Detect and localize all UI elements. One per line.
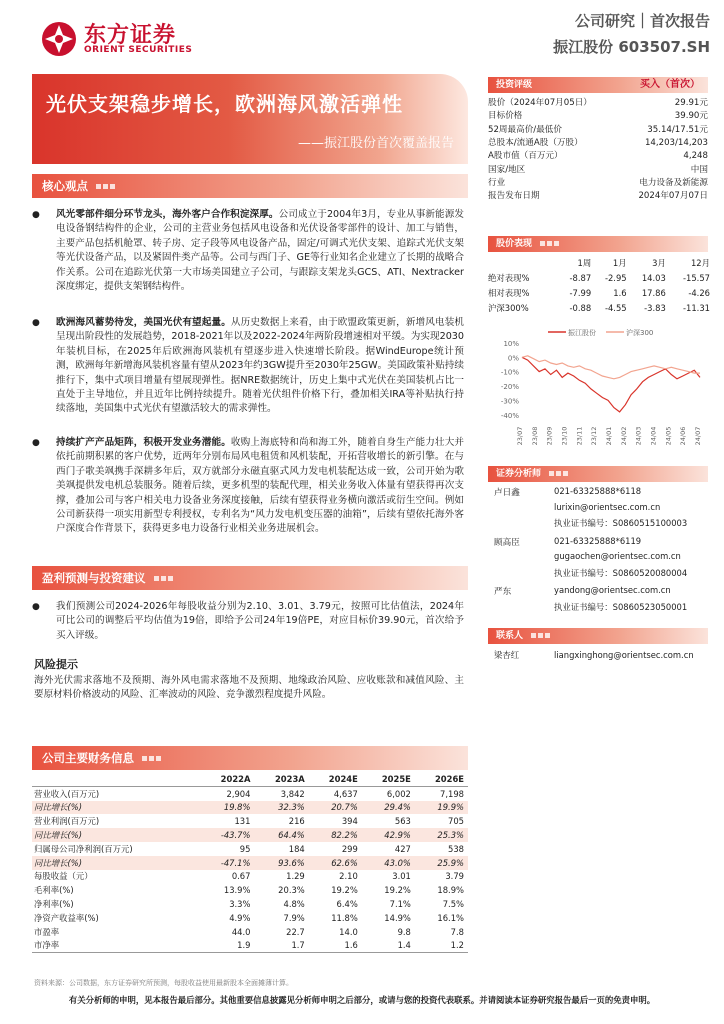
perf-row-name: 绝对表现% <box>488 272 530 283</box>
perf-cell: -7.99 <box>569 287 592 298</box>
perf-cell: 14.03 <box>641 272 666 283</box>
x-tick-label: 23/07 <box>516 426 524 446</box>
fin-cell: 25.9% <box>415 856 468 870</box>
risk-text: 海外光伏需求落地不及预期、海外风电需求落地不及预期、地缘政治风险、应收账款和减值风险、主要原材料价格波动的风险、汇率波动的风险、竞争激烈程度提升风险。 <box>34 675 464 701</box>
fin-row-name: 净资产收益率(%) <box>34 912 99 923</box>
y-tick-label: -20% <box>500 383 519 392</box>
x-tick-label: 24/04 <box>649 426 658 446</box>
perf-cell: -2.95 <box>604 272 627 283</box>
rating-row-value: 中国 <box>690 164 708 175</box>
x-tick-label: 24/05 <box>664 426 673 446</box>
perf-cell: -8.87 <box>569 272 592 283</box>
title-banner <box>32 74 468 164</box>
rating-row <box>488 164 708 177</box>
perf-heading <box>488 236 708 252</box>
fin-row-name: 每股收益（元） <box>34 871 93 882</box>
fin-cell: 25.3% <box>415 828 468 842</box>
fin-row <box>32 842 468 856</box>
fin-row <box>32 939 468 953</box>
x-tick-label: 23/10 <box>560 426 569 446</box>
analyst-detail: 执业证书编号：S0860523050001 <box>554 601 688 612</box>
rating-row <box>488 190 708 203</box>
x-tick-label: 24/06 <box>679 426 688 446</box>
fin-cell: 44.0 <box>231 926 251 937</box>
fin-cell: 11.8% <box>331 912 358 923</box>
financials-heading-label: 公司主要财务信息 <box>42 751 134 765</box>
fin-cell: 2,904 <box>226 788 251 799</box>
rating-row-value: 4,248 <box>683 151 708 162</box>
fin-cell: 2.10 <box>339 871 358 882</box>
perf-row <box>488 270 710 285</box>
dots-icon <box>154 566 175 590</box>
perf-row-name: 沪深300% <box>488 302 529 313</box>
fin-cell: 16.1% <box>437 912 464 923</box>
analyst-name: 顾高臣 <box>494 537 520 548</box>
fin-row-name: 营业利润(百万元) <box>34 816 100 827</box>
fin-cell: 19.2% <box>384 885 411 896</box>
logo-mark-icon <box>40 20 78 58</box>
legend-label: 振江股份 <box>568 329 596 337</box>
fin-cell: 427 <box>394 843 411 854</box>
fin-cell: 0.67 <box>231 871 251 882</box>
fin-cell: 14.9% <box>384 912 411 923</box>
core-p2-bold: 欧洲海风蓄势待发，美国光伏有望起量。 <box>56 317 231 328</box>
rating-row <box>488 150 708 163</box>
analyst-heading <box>488 466 708 482</box>
perf-col-header: 12月 <box>690 257 710 268</box>
fin-row <box>32 870 468 884</box>
analyst-detail: 执业证书编号：S0860520080004 <box>554 567 688 578</box>
fin-cell: 22.7 <box>286 926 305 937</box>
fin-cell: 20.3% <box>278 885 305 896</box>
perf-cell: -11.31 <box>683 302 710 313</box>
legend-label: 沪深300 <box>626 329 654 337</box>
bullet-icon: ● <box>32 318 40 328</box>
fin-cell: 62.6% <box>309 856 362 870</box>
dots-icon <box>96 174 117 198</box>
perf-cell: -3.83 <box>644 302 666 313</box>
fin-header-blank <box>32 772 200 786</box>
fin-year-header: 2023A <box>254 772 308 786</box>
contact-heading-label: 联系人 <box>496 631 524 641</box>
perf-cell: -15.57 <box>683 272 710 283</box>
fin-cell: 19.8% <box>200 801 254 815</box>
fin-cell: 538 <box>448 843 464 854</box>
rating-row-key: A股市值（百万元） <box>488 151 563 162</box>
core-p3-text: 收购上海底特和尚和海工外，随着自身生产能力壮大并依托前期积累的客户优势，近两年分别布局风电租赁和风机装配，开拓营收增长的新引擎。在与西门子歌美飒携手深耕多年后，双方就部分永磁直驱式风力发电机装配达成一致，公司开始为歌美飒提供发电机总装服务。随着后续，更多机型的装配代理，相关业务收入体量有望获得再次支撑，叠加公司与客户相关电力设备业务深度接触，后续有望获得业务横向激活或衍生空间。例如公司新获得一项实用新型专利授权，专利名为“风力发电机变压器的油箱”，后续有望依托海外客户深度合作背景下，获得更多电力设备行业相关业务进展机会。 <box>56 437 465 535</box>
analyst-detail: 021-63325888*6119 <box>554 535 642 546</box>
rating-row-value: 14,203/14,203 <box>644 137 708 148</box>
fin-cell: 3,842 <box>280 788 305 799</box>
fin-row <box>32 828 468 842</box>
x-tick-label: 23/09 <box>545 426 554 446</box>
core-heading <box>32 174 468 198</box>
fin-row <box>32 925 468 939</box>
fin-year-header: 2026E <box>415 772 468 786</box>
fin-row-name: 市盈率 <box>34 926 60 937</box>
y-tick-label: -30% <box>500 397 519 406</box>
bullet-icon: ● <box>32 210 40 220</box>
x-tick-label: 24/02 <box>619 426 628 446</box>
rating-row <box>488 177 708 190</box>
contact-heading <box>488 628 708 644</box>
perf-cell: -4.55 <box>604 302 627 313</box>
fin-cell: 95 <box>239 843 251 854</box>
rating-row-key: 国家/地区 <box>488 164 526 175</box>
rating-row-key: 总股本/流通A股（万股） <box>488 137 583 148</box>
x-tick-label: 23/11 <box>575 426 584 446</box>
fin-year-header: 2024E <box>309 772 362 786</box>
financials-table <box>32 772 468 953</box>
forecast-heading-label: 盈利预测与投资建议 <box>42 571 146 585</box>
fin-cell: 4.8% <box>283 899 305 910</box>
x-tick-label: 24/01 <box>605 426 613 446</box>
fin-cell: 1.6 <box>309 939 362 953</box>
fin-cell: 6,002 <box>386 788 411 799</box>
fin-cell: 4,637 <box>333 788 358 799</box>
rating-row-key: 目标价格 <box>488 111 523 122</box>
fin-row <box>32 897 468 911</box>
core-p3-bold: 持续扩产产品矩阵，积极开发业务潜能。 <box>56 437 231 448</box>
analyst-detail: 021-63325888*6118 <box>554 486 642 496</box>
fin-cell: 131 <box>234 816 251 827</box>
fin-cell: 19.2% <box>331 885 358 896</box>
dots-icon <box>549 466 570 482</box>
financials-heading <box>32 746 468 770</box>
rating-row-value: 电力设备及新能源 <box>639 177 708 188</box>
forecast-paragraph <box>32 600 464 643</box>
logo-name: 东方证券 <box>84 23 177 48</box>
fin-cell: 18.9% <box>437 885 464 896</box>
perf-header-blank <box>488 255 556 270</box>
contact-email[interactable]: liangxinghong@orientsec.com.cn <box>554 650 694 660</box>
analyst-name: 严东 <box>494 587 512 597</box>
rating-bar <box>488 77 708 93</box>
report-type: 公司研究｜首次报告 <box>574 12 710 30</box>
perf-row <box>488 285 710 300</box>
rating-row-value: 29.91元 <box>674 98 708 108</box>
rating-row-value: 2024年07月07日 <box>638 191 708 202</box>
fin-cell: 1.2 <box>415 939 468 953</box>
rating-row-key: 报告发布日期 <box>488 191 540 202</box>
rating-label: 投资评级 <box>496 80 533 90</box>
fin-row <box>32 801 468 815</box>
fin-cell: 93.6% <box>254 856 308 870</box>
dots-icon <box>540 236 561 252</box>
analyst-detail[interactable]: lurixin@orientsec.com.cn <box>554 501 661 512</box>
rating-row <box>488 97 708 110</box>
rating-row-key: 52周最高价/最低价 <box>488 124 562 135</box>
series-line <box>522 357 700 412</box>
fin-cell: 563 <box>394 816 411 827</box>
fin-header-row <box>32 772 468 786</box>
rating-row-value: 35.14/17.51元 <box>647 124 708 135</box>
analyst-detail: 执业证书编号：S0860515100003 <box>554 518 688 528</box>
analyst-detail[interactable]: gugaochen@orientsec.com.cn <box>554 551 681 561</box>
fin-row <box>32 883 468 897</box>
perf-col-header: 1月 <box>612 257 627 268</box>
fin-row-name: 同比增长(%) <box>32 801 200 815</box>
footer-disclaimer: 有关分析师的申明，见本报告最后部分。其他重要信息披露见分析师申明之后部分，或请与您的投资代表联系。并请阅读本证券研究报告最后一页的免责申明。 <box>68 995 656 1005</box>
perf-cell: 1.6 <box>613 287 627 298</box>
core-heading-label: 核心观点 <box>42 179 88 193</box>
fin-cell: -43.7% <box>200 828 254 842</box>
fin-cell: 20.7% <box>309 801 362 815</box>
perf-cell: -4.26 <box>688 287 710 298</box>
y-tick-label: 10% <box>503 339 519 348</box>
company-code: 振江股份 603507.SH <box>553 38 710 56</box>
x-tick-label: 24/07 <box>694 426 702 446</box>
fin-cell: 14.0 <box>339 926 358 937</box>
core-paragraph-3 <box>32 436 465 537</box>
y-tick-label: 0% <box>507 354 519 363</box>
fin-cell: 13.9% <box>223 885 251 896</box>
fin-cell: 394 <box>341 816 358 827</box>
fin-cell: 7.1% <box>389 899 411 910</box>
core-paragraph-1 <box>32 208 464 294</box>
fin-cell: 1.9 <box>200 939 254 953</box>
fin-cell: 299 <box>341 843 358 854</box>
rating-row <box>488 124 708 137</box>
perf-cell: -0.88 <box>569 302 592 313</box>
perf-row-name: 相对表现% <box>488 287 530 298</box>
perf-header-row <box>488 255 710 270</box>
core-p1-bold: 风光零部件细分环节龙头，海外客户合作积淀深厚。 <box>56 209 279 220</box>
rating-value: 买入（首次） <box>640 79 700 90</box>
fin-year-header: 2025E <box>362 772 415 786</box>
rating-row-value: 39.90元 <box>674 111 708 122</box>
fin-cell: 9.8 <box>397 926 411 937</box>
fin-row-name: 营业收入(百万元) <box>34 788 100 799</box>
fin-row-name: 毛利率(%) <box>34 885 74 896</box>
fin-row <box>32 786 468 800</box>
fin-cell: -47.1% <box>200 856 254 870</box>
fin-cell: 7.8 <box>450 926 464 937</box>
fin-cell: 184 <box>288 843 305 854</box>
fin-cell: 705 <box>448 816 464 827</box>
fin-cell: 3.79 <box>445 871 464 882</box>
perf-col-header: 1周 <box>577 257 592 268</box>
fin-cell: 82.2% <box>309 828 362 842</box>
risk-heading: 风险提示 <box>34 658 78 671</box>
fin-row-name: 归属母公司净利润(百万元) <box>34 843 133 854</box>
fin-cell: 6.4% <box>336 899 358 910</box>
fin-cell: 32.3% <box>254 801 308 815</box>
perf-table <box>488 255 710 315</box>
fin-row-name: 市净率 <box>32 939 200 953</box>
dots-icon <box>142 746 163 770</box>
contact-row <box>494 648 710 663</box>
bullet-icon: ● <box>32 602 40 612</box>
perf-row <box>488 300 710 315</box>
x-tick-label: 23/12 <box>590 426 599 446</box>
fin-cell: 1.29 <box>286 871 305 882</box>
x-tick-label: 23/08 <box>530 426 539 446</box>
forecast-text: 我们预测公司2024-2026年每股收益分别为2.10、3.01、3.79元，按照可比估值法，2024年可比公司的调整后平均估值为19倍，即给予公司24年19倍PE，对应目标价39.90元，首次给予买入评级。 <box>56 601 464 641</box>
fin-cell: 216 <box>288 816 305 827</box>
perf-col-header: 3月 <box>652 257 666 268</box>
fin-cell: 7,198 <box>440 788 464 799</box>
fin-cell: 3.01 <box>392 871 411 882</box>
rating-row-key: 行业 <box>488 177 506 188</box>
fin-cell: 7.5% <box>442 899 464 910</box>
fin-cell: 64.4% <box>254 828 308 842</box>
fin-cell: 19.9% <box>415 801 468 815</box>
fin-cell: 1.7 <box>254 939 308 953</box>
contact-name: 梁杏红 <box>494 650 520 660</box>
core-paragraph-2 <box>32 316 465 417</box>
page-title: 光伏支架稳步增长，欧洲海风激活弹性 <box>46 92 403 116</box>
forecast-heading <box>32 566 468 590</box>
dots-icon <box>531 628 552 644</box>
rating-row <box>488 110 708 123</box>
fin-row <box>32 814 468 828</box>
fin-cell: 43.0% <box>362 856 415 870</box>
core-p2-text: 从历史数据上来看，由于欧盟政策更新，新增风电装机呈现出阶段性的发展趋势，2018-2021年以及2022-2024年两阶段增速相对平缓。为实现2030年装机目标，在2025年后欧洲海风装机有望逐步进入快速增长阶段。据WindEurope统计预测，欧洲每年新增海风装机容量有望从2023年约3GW提升至2030年25GW。美国政策补贴持续推行下，集中式项目增量有望展现弹性。据NRE数据统计，历史上集中式光伏在美国装机占比一直处于主导地位，并且近年比例持续提升。随着光伏组件价格下行，叠加相关IRA等补贴执行持续落地，美国集中式光伏有望激活较大的需求弹性。 <box>56 317 465 415</box>
perf-cell: 17.86 <box>641 287 666 298</box>
bullet-icon: ● <box>32 438 40 448</box>
fin-cell: 29.4% <box>362 801 415 815</box>
logo-sub: ORIENT SECURITIES <box>84 45 193 55</box>
analyst-name: 卢日鑫 <box>494 488 520 498</box>
core-p1-text: 公司成立于2004年3月，专业从事新能源发电设备钢结构件的企业，公司的主营业务包括风电设备和光伏设备零部件的设计、加工与销售，主要产品包括机舱罩、转子房、定子段等风电设备产品，固定/可调式光伏支架、追踪式光伏支架等光伏设备产品，以及紧固件类产品等。公司与西门子、GE等行业知名企业建立了长期的战略合作关系。公司在追踪光伏第一大市场美国建立子公司，与跟踪支架龙头GCS、ATI、Nextracker深度绑定，提供支架钢结构件。 <box>56 209 464 293</box>
fin-row <box>32 911 468 925</box>
analyst-heading-label: 证券分析师 <box>496 469 542 479</box>
y-tick-label: -40% <box>500 411 519 420</box>
rating-row <box>488 137 708 150</box>
fin-row-name: 同比增长(%) <box>32 828 200 842</box>
fin-row <box>32 856 468 870</box>
y-tick-label: -10% <box>500 368 519 377</box>
fin-year-header: 2022A <box>200 772 254 786</box>
page-subtitle: ——振江股份首次覆盖报告 <box>297 136 454 151</box>
perf-heading-label: 股价表现 <box>496 239 533 249</box>
logo <box>40 18 210 58</box>
fin-cell: 1.4 <box>362 939 415 953</box>
financials-source: 资料来源：公司数据，东方证券研究所预测，每股收益使用最新股本全面摊薄计算。 <box>34 979 293 987</box>
rating-row-key: 股价（2024年07月05日） <box>488 98 592 108</box>
fin-row-name: 同比增长(%) <box>32 856 200 870</box>
x-tick-label: 24/03 <box>634 426 643 446</box>
fin-cell: 4.9% <box>229 912 251 923</box>
fin-cell: 42.9% <box>362 828 415 842</box>
analyst-detail[interactable]: yandong@orientsec.com.cn <box>554 585 671 595</box>
fin-cell: 7.9% <box>283 912 305 923</box>
fin-row-name: 净利率(%) <box>34 899 74 910</box>
price-chart <box>488 326 710 454</box>
fin-cell: 3.3% <box>229 899 251 910</box>
